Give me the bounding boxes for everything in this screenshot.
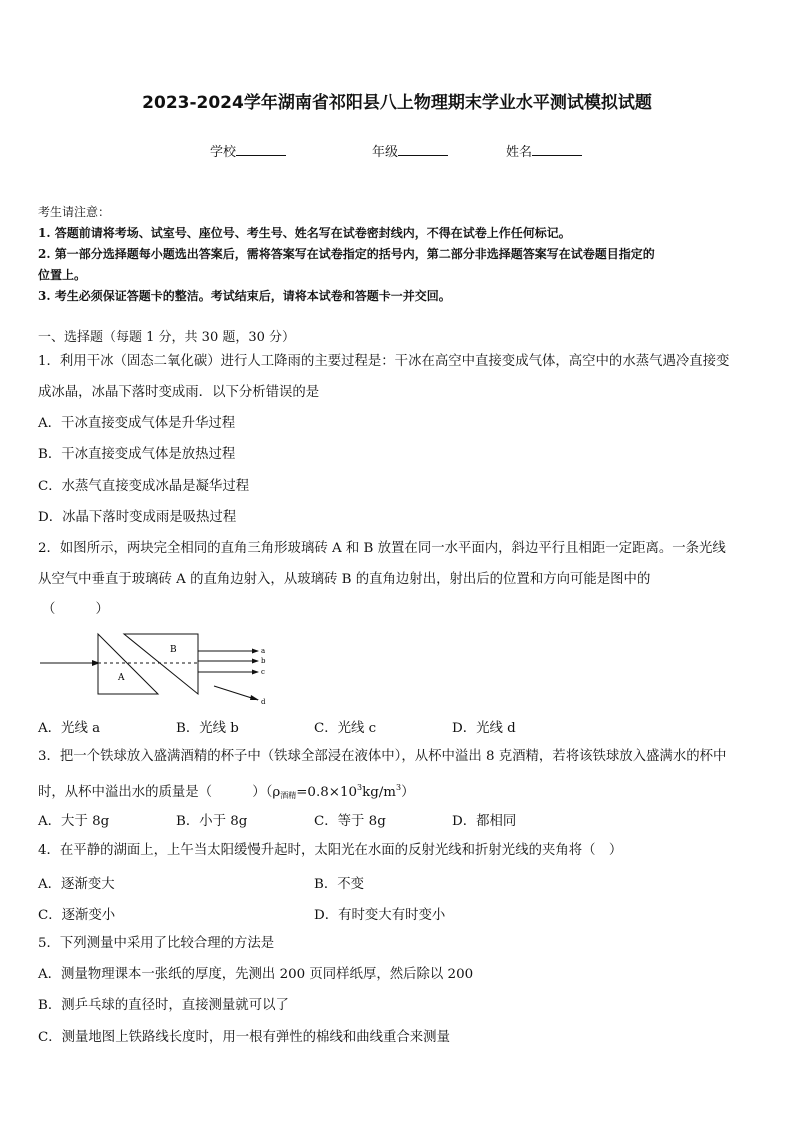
name-blank[interactable] <box>532 143 582 156</box>
q2-option-a[interactable]: A．光线 a <box>38 721 101 736</box>
q2-stem-line: 从空气中垂直于玻璃砖 A 的直角边射入，从玻璃砖 B 的直角边射出，射出后的位置和方向可能是图中的 <box>38 572 651 587</box>
q3-option-b[interactable]: B．小于 8g <box>176 814 248 829</box>
q2-option-c[interactable]: C．光线 c <box>314 721 377 736</box>
notice-heading: 考生请注意： <box>38 205 111 219</box>
q3-option-c[interactable]: C．等于 8g <box>314 814 386 829</box>
q5-stem-line: 5．下列测量中采用了比较合理的方法是 <box>38 936 275 951</box>
q3-text: ） <box>401 785 415 800</box>
q2-answer-bracket[interactable]: （ ） <box>42 602 109 617</box>
ray-d-arrow-icon <box>250 695 259 700</box>
notice-item: 1. 答题前请将考场、试室号、座位号、考生号、姓名写在试卷密封线内，不得在试卷上作任何标记。 <box>38 226 571 240</box>
name-label: 姓名 <box>506 145 533 160</box>
ray-label-c: c <box>261 668 265 676</box>
school-field[interactable] <box>210 141 286 160</box>
q3-superscript: 3 <box>395 783 402 792</box>
notice-item: 3. 考生必须保证答题卡的整洁。考试结束后，请将本试卷和答题卡一并交回。 <box>38 289 451 303</box>
ray-a-arrow-icon <box>252 649 259 654</box>
q4-option-d[interactable]: D．有时变大有时变小 <box>314 908 446 923</box>
notice-item: 位置上。 <box>38 268 87 282</box>
q3-stem-line-2 <box>38 778 414 806</box>
q3-subscript: 酒精 <box>280 791 297 800</box>
q1-option-d[interactable]: D．冰晶下落时变成雨是吸热过程 <box>38 510 237 525</box>
q3-option-d[interactable]: D．都相同 <box>452 814 517 829</box>
grade-blank[interactable] <box>398 143 448 156</box>
ray-label-d: d <box>261 698 266 706</box>
notice-item: 2. 第一部分选择题每小题选出答案后，需将答案写在试卷指定的括号内，第二部分非选择题答案写在试卷题目指定的 <box>38 247 655 261</box>
q1-option-c[interactable]: C．水蒸气直接变成冰晶是凝华过程 <box>38 479 250 494</box>
school-blank[interactable] <box>236 143 286 156</box>
q4-stem-line: 4．在平静的湖面上，上午当太阳缓慢升起时，太阳光在水面的反射光线和折射光线的夹角将（ ） <box>38 843 623 858</box>
ray-b-arrow-icon <box>252 659 259 664</box>
q3-superscript: 3 <box>356 783 363 792</box>
q1-stem-line: 成冰晶，冰晶下落时变成雨．以下分析错误的是 <box>38 385 320 400</box>
q5-option-c[interactable]: C．测量地图上铁路线长度时，用一根有弹性的棉线和曲线重合来测量 <box>38 1030 450 1045</box>
q1-option-a[interactable]: A．干冰直接变成气体是升华过程 <box>38 416 236 431</box>
q4-option-c[interactable]: C．逐渐变小 <box>38 908 116 923</box>
q5-option-a[interactable]: A．测量物理课本一张纸的厚度，先测出 200 页同样纸厚，然后除以 200 <box>38 967 474 982</box>
q5-option-b[interactable]: B．测乒乓球的直径时，直接测量就可以了 <box>38 998 289 1013</box>
q3-option-a[interactable]: A．大于 8g <box>38 814 110 829</box>
name-field[interactable] <box>506 141 582 160</box>
q4-option-b[interactable]: B．不变 <box>314 877 365 892</box>
prism-b <box>124 634 198 694</box>
q3-text: 时，从杯中溢出水的质量是（ ）（ρ <box>38 785 281 800</box>
prism-a <box>98 634 158 694</box>
q3-text: kg/m <box>362 785 396 800</box>
label-a: A <box>118 673 125 683</box>
q2-option-b[interactable]: B．光线 b <box>176 721 239 736</box>
label-b: B <box>170 645 177 655</box>
grade-field[interactable] <box>372 141 448 160</box>
q3-text: =0.8×10 <box>296 785 357 800</box>
q4-option-a[interactable]: A．逐渐变大 <box>38 877 115 892</box>
q3-stem-line: 3．把一个铁球放入盛满酒精的杯子中（铁球全部浸在液体中），从杯中溢出 8 克酒精，若将该铁球放入盛满水的杯中 <box>38 749 727 764</box>
ray-c-arrow-icon <box>252 670 259 675</box>
grade-label: 年级 <box>372 145 399 160</box>
section-heading: 一、选择题（每题 1 分，共 30 题，30 分） <box>38 330 296 345</box>
q2-option-d[interactable]: D．光线 d <box>452 721 516 736</box>
school-label: 学校 <box>210 145 237 160</box>
ray-label-b: b <box>261 657 266 665</box>
q1-option-b[interactable]: B．干冰直接变成气体是放热过程 <box>38 447 236 462</box>
page-title: 2023-2024学年湖南省祁阳县八上物理期末学业水平测试模拟试题 <box>142 93 652 113</box>
glass-prism-diagram <box>36 628 276 708</box>
q1-stem-line: 1．利用干冰（固态二氧化碳）进行人工降雨的主要过程是：干冰在高空中直接变成气体，高空中的水蒸气遇冷直接变 <box>38 354 730 369</box>
ray-label-a: a <box>261 647 266 655</box>
q2-stem-line: 2．如图所示，两块完全相同的直角三角形玻璃砖 A 和 B 放置在同一水平面内，斜边平行且相距一定距离。一条光线 <box>38 541 726 556</box>
